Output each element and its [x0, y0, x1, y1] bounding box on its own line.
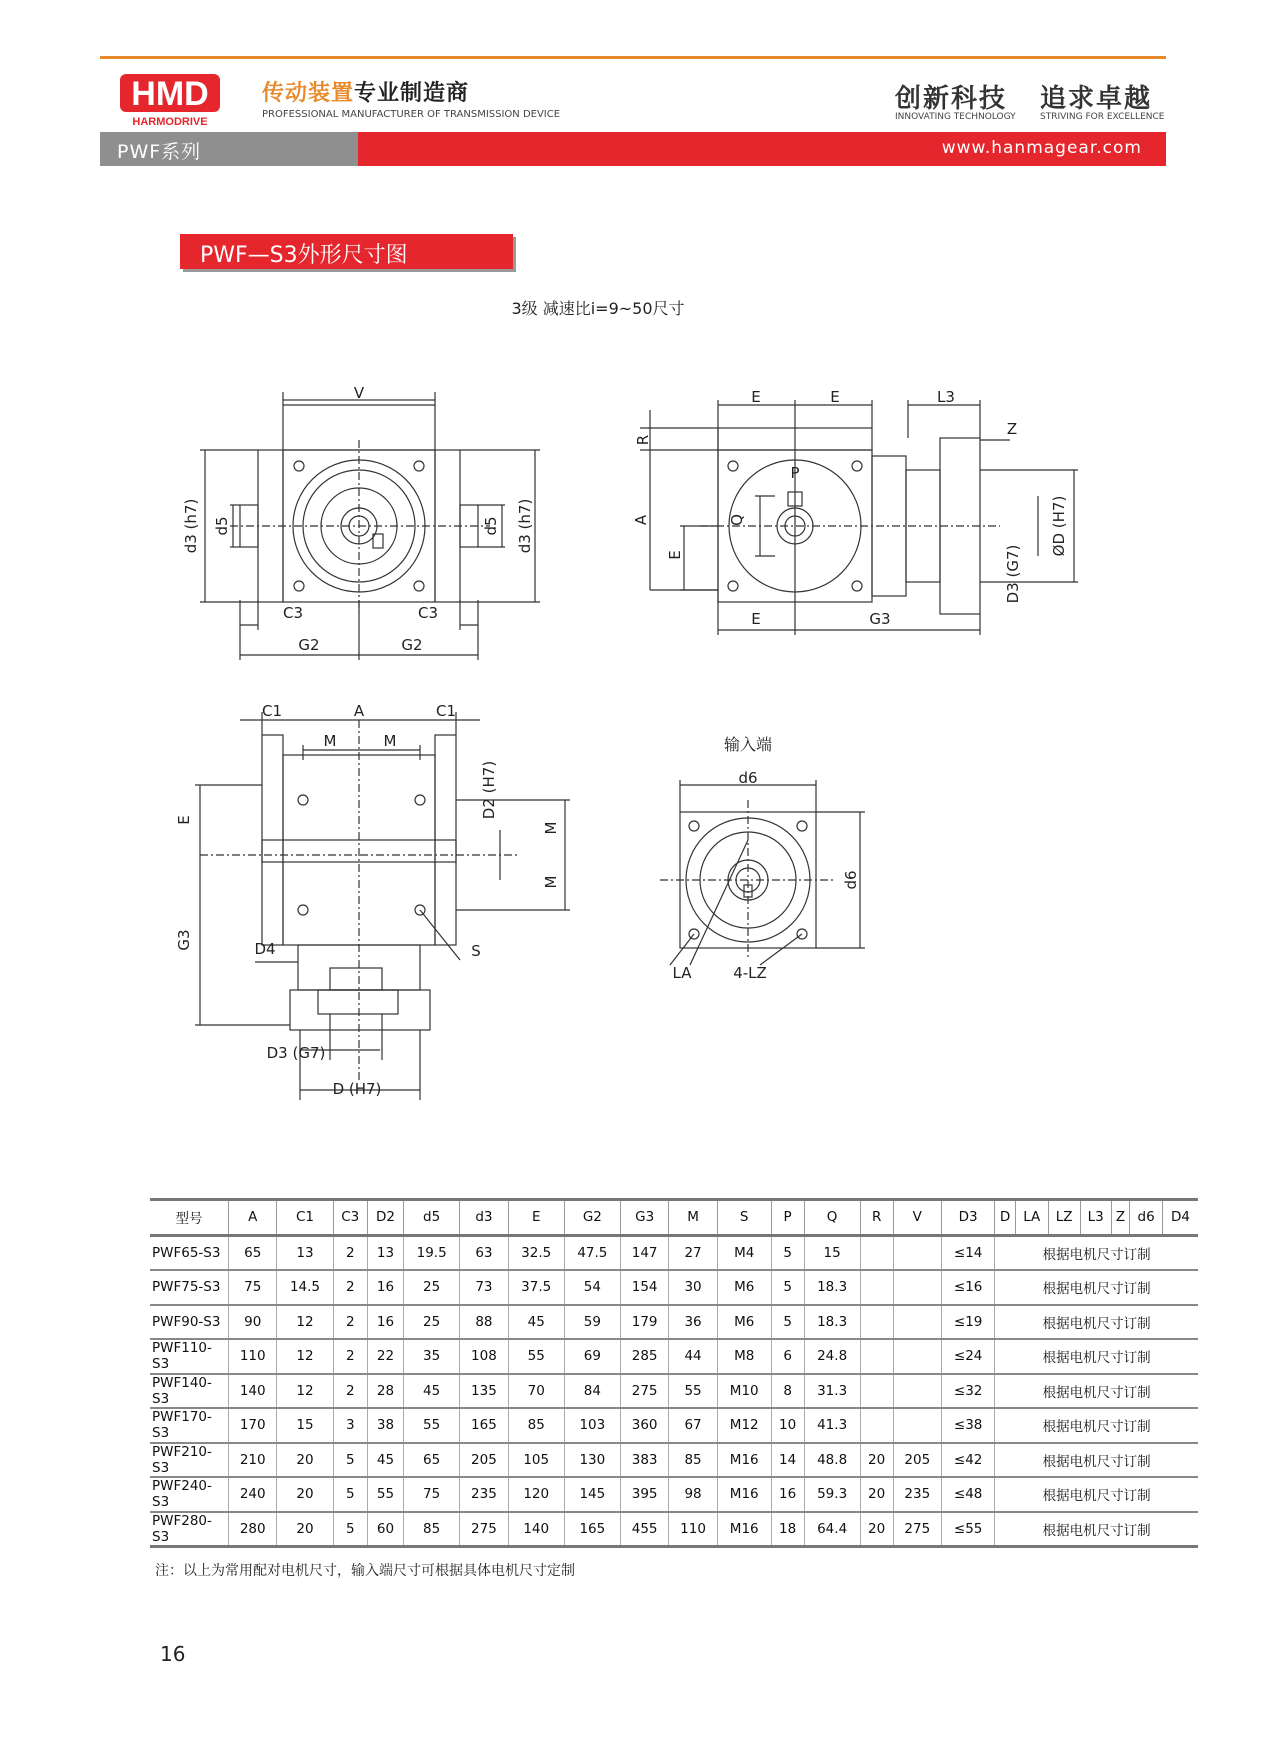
th-lz: LZ	[1048, 1200, 1080, 1236]
th-g2: G2	[564, 1200, 620, 1236]
custom-size-note-cell: 根据电机尺寸订制	[995, 1305, 1198, 1340]
table-cell: 90	[229, 1305, 277, 1340]
custom-size-note-cell: 根据电机尺寸订制	[995, 1408, 1198, 1443]
th-d: D	[995, 1200, 1016, 1236]
table-cell: 84	[564, 1374, 620, 1409]
table-cell: 12	[277, 1305, 333, 1340]
table-cell: M8	[717, 1339, 771, 1374]
table-cell: 19.5	[404, 1235, 460, 1270]
label-la: LA	[672, 964, 692, 982]
table-cell: 455	[620, 1512, 668, 1547]
table-cell: 8	[771, 1374, 804, 1409]
table-cell: 2	[333, 1235, 367, 1270]
table-cell: 140	[508, 1512, 564, 1547]
table-cell: 25	[404, 1305, 460, 1340]
website-link[interactable]: www.hanmagear.com	[941, 138, 1142, 158]
table-cell: 37.5	[508, 1270, 564, 1305]
model-cell: PWF170-S3	[150, 1408, 229, 1443]
table-cell: 67	[669, 1408, 717, 1443]
th-e: E	[508, 1200, 564, 1236]
table-cell: 88	[460, 1305, 508, 1340]
dimension-drawing	[0, 330, 1280, 1120]
tagline	[262, 76, 469, 107]
label-d6-side: d6	[842, 870, 860, 890]
label-d2-h7: D2 (H7)	[480, 760, 498, 820]
table-cell: 2	[333, 1374, 367, 1409]
model-cell: PWF90-S3	[150, 1305, 229, 1340]
table-cell: 140	[229, 1374, 277, 1409]
label-d3-g7-top: D3 (G7)	[266, 1044, 326, 1062]
table-cell: 205	[460, 1443, 508, 1478]
custom-size-note-cell: 根据电机尺寸订制	[995, 1270, 1198, 1305]
table-cell: 210	[229, 1443, 277, 1478]
table-row	[150, 1443, 1198, 1478]
custom-size-note-cell: 根据电机尺寸订制	[995, 1374, 1198, 1409]
table-cell: 5	[771, 1270, 804, 1305]
table-cell: 36	[669, 1305, 717, 1340]
table-cell: 12	[277, 1374, 333, 1409]
table-cell: 14.5	[277, 1270, 333, 1305]
table-cell: 5	[333, 1512, 367, 1547]
table-cell: 25	[404, 1270, 460, 1305]
th-z: Z	[1111, 1200, 1130, 1236]
table-cell: 55	[508, 1339, 564, 1374]
table-row	[150, 1339, 1198, 1374]
table-cell	[893, 1339, 941, 1374]
custom-size-note-cell: 根据电机尺寸订制	[995, 1235, 1198, 1270]
table-cell: 235	[893, 1477, 941, 1512]
label-d4: D4	[254, 940, 276, 958]
model-cell: PWF75-S3	[150, 1270, 229, 1305]
table-cell: 18.3	[804, 1270, 860, 1305]
table-cell: 120	[508, 1477, 564, 1512]
table-cell: 275	[460, 1512, 508, 1547]
table-cell: ≤42	[941, 1443, 994, 1478]
table-cell: 20	[277, 1512, 333, 1547]
table-cell: 235	[460, 1477, 508, 1512]
table-cell: M16	[717, 1477, 771, 1512]
table-cell: 45	[404, 1374, 460, 1409]
slogan-innovating-en: INNOVATING TECHNOLOGY	[895, 112, 1016, 122]
th-model: 型号	[150, 1200, 229, 1236]
table-cell: ≤38	[941, 1408, 994, 1443]
table-row	[150, 1235, 1198, 1270]
custom-size-note-cell: 根据电机尺寸订制	[995, 1477, 1198, 1512]
table-cell: 240	[229, 1477, 277, 1512]
table-cell: 35	[404, 1339, 460, 1374]
table-cell: 130	[564, 1443, 620, 1478]
label-l3: L3	[937, 388, 955, 406]
table-cell: 32.5	[508, 1235, 564, 1270]
table-cell: 14	[771, 1443, 804, 1478]
table-cell: 280	[229, 1512, 277, 1547]
table-cell: 205	[893, 1443, 941, 1478]
table-cell: 45	[367, 1443, 403, 1478]
table-cell	[860, 1270, 893, 1305]
table-cell: 16	[771, 1477, 804, 1512]
table-cell: 5	[771, 1235, 804, 1270]
table-cell	[860, 1374, 893, 1409]
label-d5-left: d5	[213, 516, 231, 536]
th-la: LA	[1015, 1200, 1048, 1236]
table-cell: 2	[333, 1339, 367, 1374]
section-subtitle: 3级 减速比i=9~50尺寸	[511, 299, 685, 318]
th-v: V	[893, 1200, 941, 1236]
table-cell: 3	[333, 1408, 367, 1443]
slogan-striving: 追求卓越	[1040, 84, 1153, 114]
label-d3-g7-side: D3 (G7)	[1004, 544, 1022, 604]
table-cell: 13	[277, 1235, 333, 1270]
table-cell: 45	[508, 1305, 564, 1340]
logo-text: HMD	[131, 75, 209, 113]
table-cell: 22	[367, 1339, 403, 1374]
custom-size-note-cell: 根据电机尺寸订制	[995, 1443, 1198, 1478]
label-m-right: M	[383, 732, 397, 750]
table-cell: ≤55	[941, 1512, 994, 1547]
table-cell: 65	[229, 1235, 277, 1270]
table-cell: 135	[460, 1374, 508, 1409]
table-cell: 98	[669, 1477, 717, 1512]
table-cell: 38	[367, 1408, 403, 1443]
label-d-h7: D (H7)	[332, 1080, 382, 1098]
table-cell: 170	[229, 1408, 277, 1443]
table-cell: 395	[620, 1477, 668, 1512]
table-cell: 73	[460, 1270, 508, 1305]
label-p: P	[790, 464, 800, 482]
custom-size-note-cell: 根据电机尺寸订制	[995, 1512, 1198, 1547]
label-z: Z	[1006, 420, 1018, 438]
table-cell: 18.3	[804, 1305, 860, 1340]
label-g2-right: G2	[401, 636, 423, 654]
table-cell	[860, 1339, 893, 1374]
table-cell: 20	[860, 1512, 893, 1547]
label-e-bottom: E	[751, 610, 761, 628]
hmd-logo	[120, 72, 225, 128]
table-cell: 41.3	[804, 1408, 860, 1443]
header-rule	[100, 56, 1166, 59]
table-cell: 103	[564, 1408, 620, 1443]
table-cell: 59.3	[804, 1477, 860, 1512]
label-4lz: 4-LZ	[733, 964, 767, 982]
table-cell: 28	[367, 1374, 403, 1409]
label-od-h7: ØD (H7)	[1050, 495, 1068, 557]
th-p: P	[771, 1200, 804, 1236]
table-cell: 5	[771, 1305, 804, 1340]
label-e-top-view: E	[175, 815, 193, 825]
table-cell: 12	[277, 1339, 333, 1374]
label-e-side: E	[666, 550, 684, 560]
table-header-row	[150, 1200, 1198, 1236]
table-cell: 16	[367, 1305, 403, 1340]
spec-table	[150, 1198, 1198, 1548]
table-row	[150, 1512, 1198, 1547]
slogan-striving-en: STRIVING FOR EXCELLENCE	[1040, 112, 1165, 122]
table-cell: 20	[277, 1477, 333, 1512]
table-cell: 55	[367, 1477, 403, 1512]
th-r: R	[860, 1200, 893, 1236]
table-cell: 85	[404, 1512, 460, 1547]
table-cell: M10	[717, 1374, 771, 1409]
table-cell: 5	[333, 1477, 367, 1512]
table-cell: 70	[508, 1374, 564, 1409]
th-l3: L3	[1080, 1200, 1111, 1236]
label-m-vert-top: M	[542, 821, 560, 835]
table-cell: 10	[771, 1408, 804, 1443]
table-cell: ≤16	[941, 1270, 994, 1305]
table-cell: 47.5	[564, 1235, 620, 1270]
table-cell: M6	[717, 1305, 771, 1340]
label-e-top-left: E	[751, 388, 761, 406]
th-c1: C1	[277, 1200, 333, 1236]
table-cell: 275	[620, 1374, 668, 1409]
table-cell: 27	[669, 1235, 717, 1270]
table-cell	[893, 1235, 941, 1270]
table-cell: 63	[460, 1235, 508, 1270]
table-row	[150, 1305, 1198, 1340]
label-c3-right: C3	[417, 604, 439, 622]
table-cell: 55	[669, 1374, 717, 1409]
footnote: 注：以上为常用配对电机尺寸，输入端尺寸可根据具体电机尺寸定制	[155, 1563, 575, 1579]
table-cell: 18	[771, 1512, 804, 1547]
table-cell: M12	[717, 1408, 771, 1443]
tagline-highlight: 传动装置	[262, 81, 355, 106]
table-row	[150, 1270, 1198, 1305]
label-q: Q	[728, 514, 746, 526]
table-row	[150, 1477, 1198, 1512]
page-number: 16	[160, 1642, 186, 1666]
table-cell: 110	[229, 1339, 277, 1374]
table-row	[150, 1374, 1198, 1409]
table-cell: 179	[620, 1305, 668, 1340]
label-c1-right: C1	[435, 702, 457, 720]
table-cell: 13	[367, 1235, 403, 1270]
th-s: S	[717, 1200, 771, 1236]
table-cell: ≤14	[941, 1235, 994, 1270]
table-cell: 85	[508, 1408, 564, 1443]
label-e-top-right: E	[830, 388, 840, 406]
label-d6-top: d6	[738, 769, 758, 787]
th-d6: d6	[1130, 1200, 1163, 1236]
section-title: PWF—S3外形尺寸图	[200, 243, 408, 268]
table-cell: 147	[620, 1235, 668, 1270]
top-view	[195, 712, 570, 1100]
spec-table-body	[150, 1235, 1198, 1547]
table-cell: 20	[860, 1477, 893, 1512]
table-cell: ≤19	[941, 1305, 994, 1340]
table-cell	[893, 1408, 941, 1443]
label-g2-left: G2	[298, 636, 320, 654]
th-d5: d5	[404, 1200, 460, 1236]
table-cell: 85	[669, 1443, 717, 1478]
table-cell	[860, 1235, 893, 1270]
label-d3-right: d3 (h7)	[516, 498, 534, 554]
table-cell: M6	[717, 1270, 771, 1305]
table-cell: 165	[564, 1512, 620, 1547]
table-cell: 75	[404, 1477, 460, 1512]
table-cell: 105	[508, 1443, 564, 1478]
table-cell: 24.8	[804, 1339, 860, 1374]
table-cell: 5	[333, 1443, 367, 1478]
table-cell: ≤24	[941, 1339, 994, 1374]
label-m-left: M	[323, 732, 337, 750]
table-cell: 16	[367, 1270, 403, 1305]
label-d3-left: d3 (h7)	[182, 498, 200, 554]
label-m-vert-bottom: M	[542, 875, 560, 889]
label-a-side: A	[632, 514, 650, 526]
input-end-view	[660, 780, 865, 965]
table-cell: ≤48	[941, 1477, 994, 1512]
slogan-innovating: 创新科技	[895, 84, 1008, 114]
table-cell: 64.4	[804, 1512, 860, 1547]
custom-size-note-cell: 根据电机尺寸订制	[995, 1339, 1198, 1374]
model-cell: PWF110-S3	[150, 1339, 229, 1374]
model-cell: PWF140-S3	[150, 1374, 229, 1409]
table-cell: 31.3	[804, 1374, 860, 1409]
tagline-en: PROFESSIONAL MANUFACTURER OF TRANSMISSION DEVICE	[262, 109, 561, 120]
table-cell: 360	[620, 1408, 668, 1443]
table-cell: 154	[620, 1270, 668, 1305]
label-c3-left: C3	[282, 604, 304, 622]
table-cell: 6	[771, 1339, 804, 1374]
th-m: M	[669, 1200, 717, 1236]
label-c1-left: C1	[261, 702, 283, 720]
table-cell: 65	[404, 1443, 460, 1478]
model-cell: PWF65-S3	[150, 1235, 229, 1270]
label-a-top: A	[353, 702, 365, 720]
table-cell	[893, 1305, 941, 1340]
table-cell: 20	[860, 1443, 893, 1478]
table-cell: 285	[620, 1339, 668, 1374]
th-q: Q	[804, 1200, 860, 1236]
series-label: PWF系列	[117, 141, 202, 163]
table-cell: 54	[564, 1270, 620, 1305]
label-v: V	[353, 384, 365, 402]
table-cell: M4	[717, 1235, 771, 1270]
th-d2: D2	[367, 1200, 403, 1236]
table-cell	[860, 1408, 893, 1443]
label-input-end: 输入端	[723, 735, 773, 754]
table-cell: 55	[404, 1408, 460, 1443]
table-cell: 44	[669, 1339, 717, 1374]
th-c3: C3	[333, 1200, 367, 1236]
model-cell: PWF240-S3	[150, 1477, 229, 1512]
table-cell	[860, 1305, 893, 1340]
table-cell: 60	[367, 1512, 403, 1547]
table-cell: M16	[717, 1512, 771, 1547]
table-cell: 69	[564, 1339, 620, 1374]
table-cell: 108	[460, 1339, 508, 1374]
table-cell: 165	[460, 1408, 508, 1443]
model-cell: PWF280-S3	[150, 1512, 229, 1547]
table-cell: 30	[669, 1270, 717, 1305]
table-cell: 15	[277, 1408, 333, 1443]
table-cell: 2	[333, 1270, 367, 1305]
label-r: R	[634, 434, 652, 446]
table-cell: 110	[669, 1512, 717, 1547]
tagline-rest: 专业制造商	[354, 81, 470, 106]
table-cell: 75	[229, 1270, 277, 1305]
th-d4: D4	[1163, 1200, 1198, 1236]
table-row	[150, 1408, 1198, 1443]
model-cell: PWF210-S3	[150, 1443, 229, 1478]
label-s: S	[471, 942, 481, 960]
table-cell: 15	[804, 1235, 860, 1270]
table-cell: 20	[277, 1443, 333, 1478]
table-cell: 59	[564, 1305, 620, 1340]
label-d5-right: d5	[482, 516, 500, 536]
table-cell: 383	[620, 1443, 668, 1478]
label-g3-top-view: G3	[175, 929, 193, 951]
table-cell	[893, 1270, 941, 1305]
label-g3-side: G3	[869, 610, 891, 628]
table-cell	[893, 1374, 941, 1409]
table-cell: 275	[893, 1512, 941, 1547]
table-cell: ≤32	[941, 1374, 994, 1409]
th-a: A	[229, 1200, 277, 1236]
table-cell: 145	[564, 1477, 620, 1512]
th-d3-upper: D3	[941, 1200, 994, 1236]
table-cell: 2	[333, 1305, 367, 1340]
logo-sub: HARMODRIVE	[132, 116, 208, 128]
table-cell: M16	[717, 1443, 771, 1478]
table-cell: 48.8	[804, 1443, 860, 1478]
th-g3: G3	[620, 1200, 668, 1236]
th-d3-lower: d3	[460, 1200, 508, 1236]
